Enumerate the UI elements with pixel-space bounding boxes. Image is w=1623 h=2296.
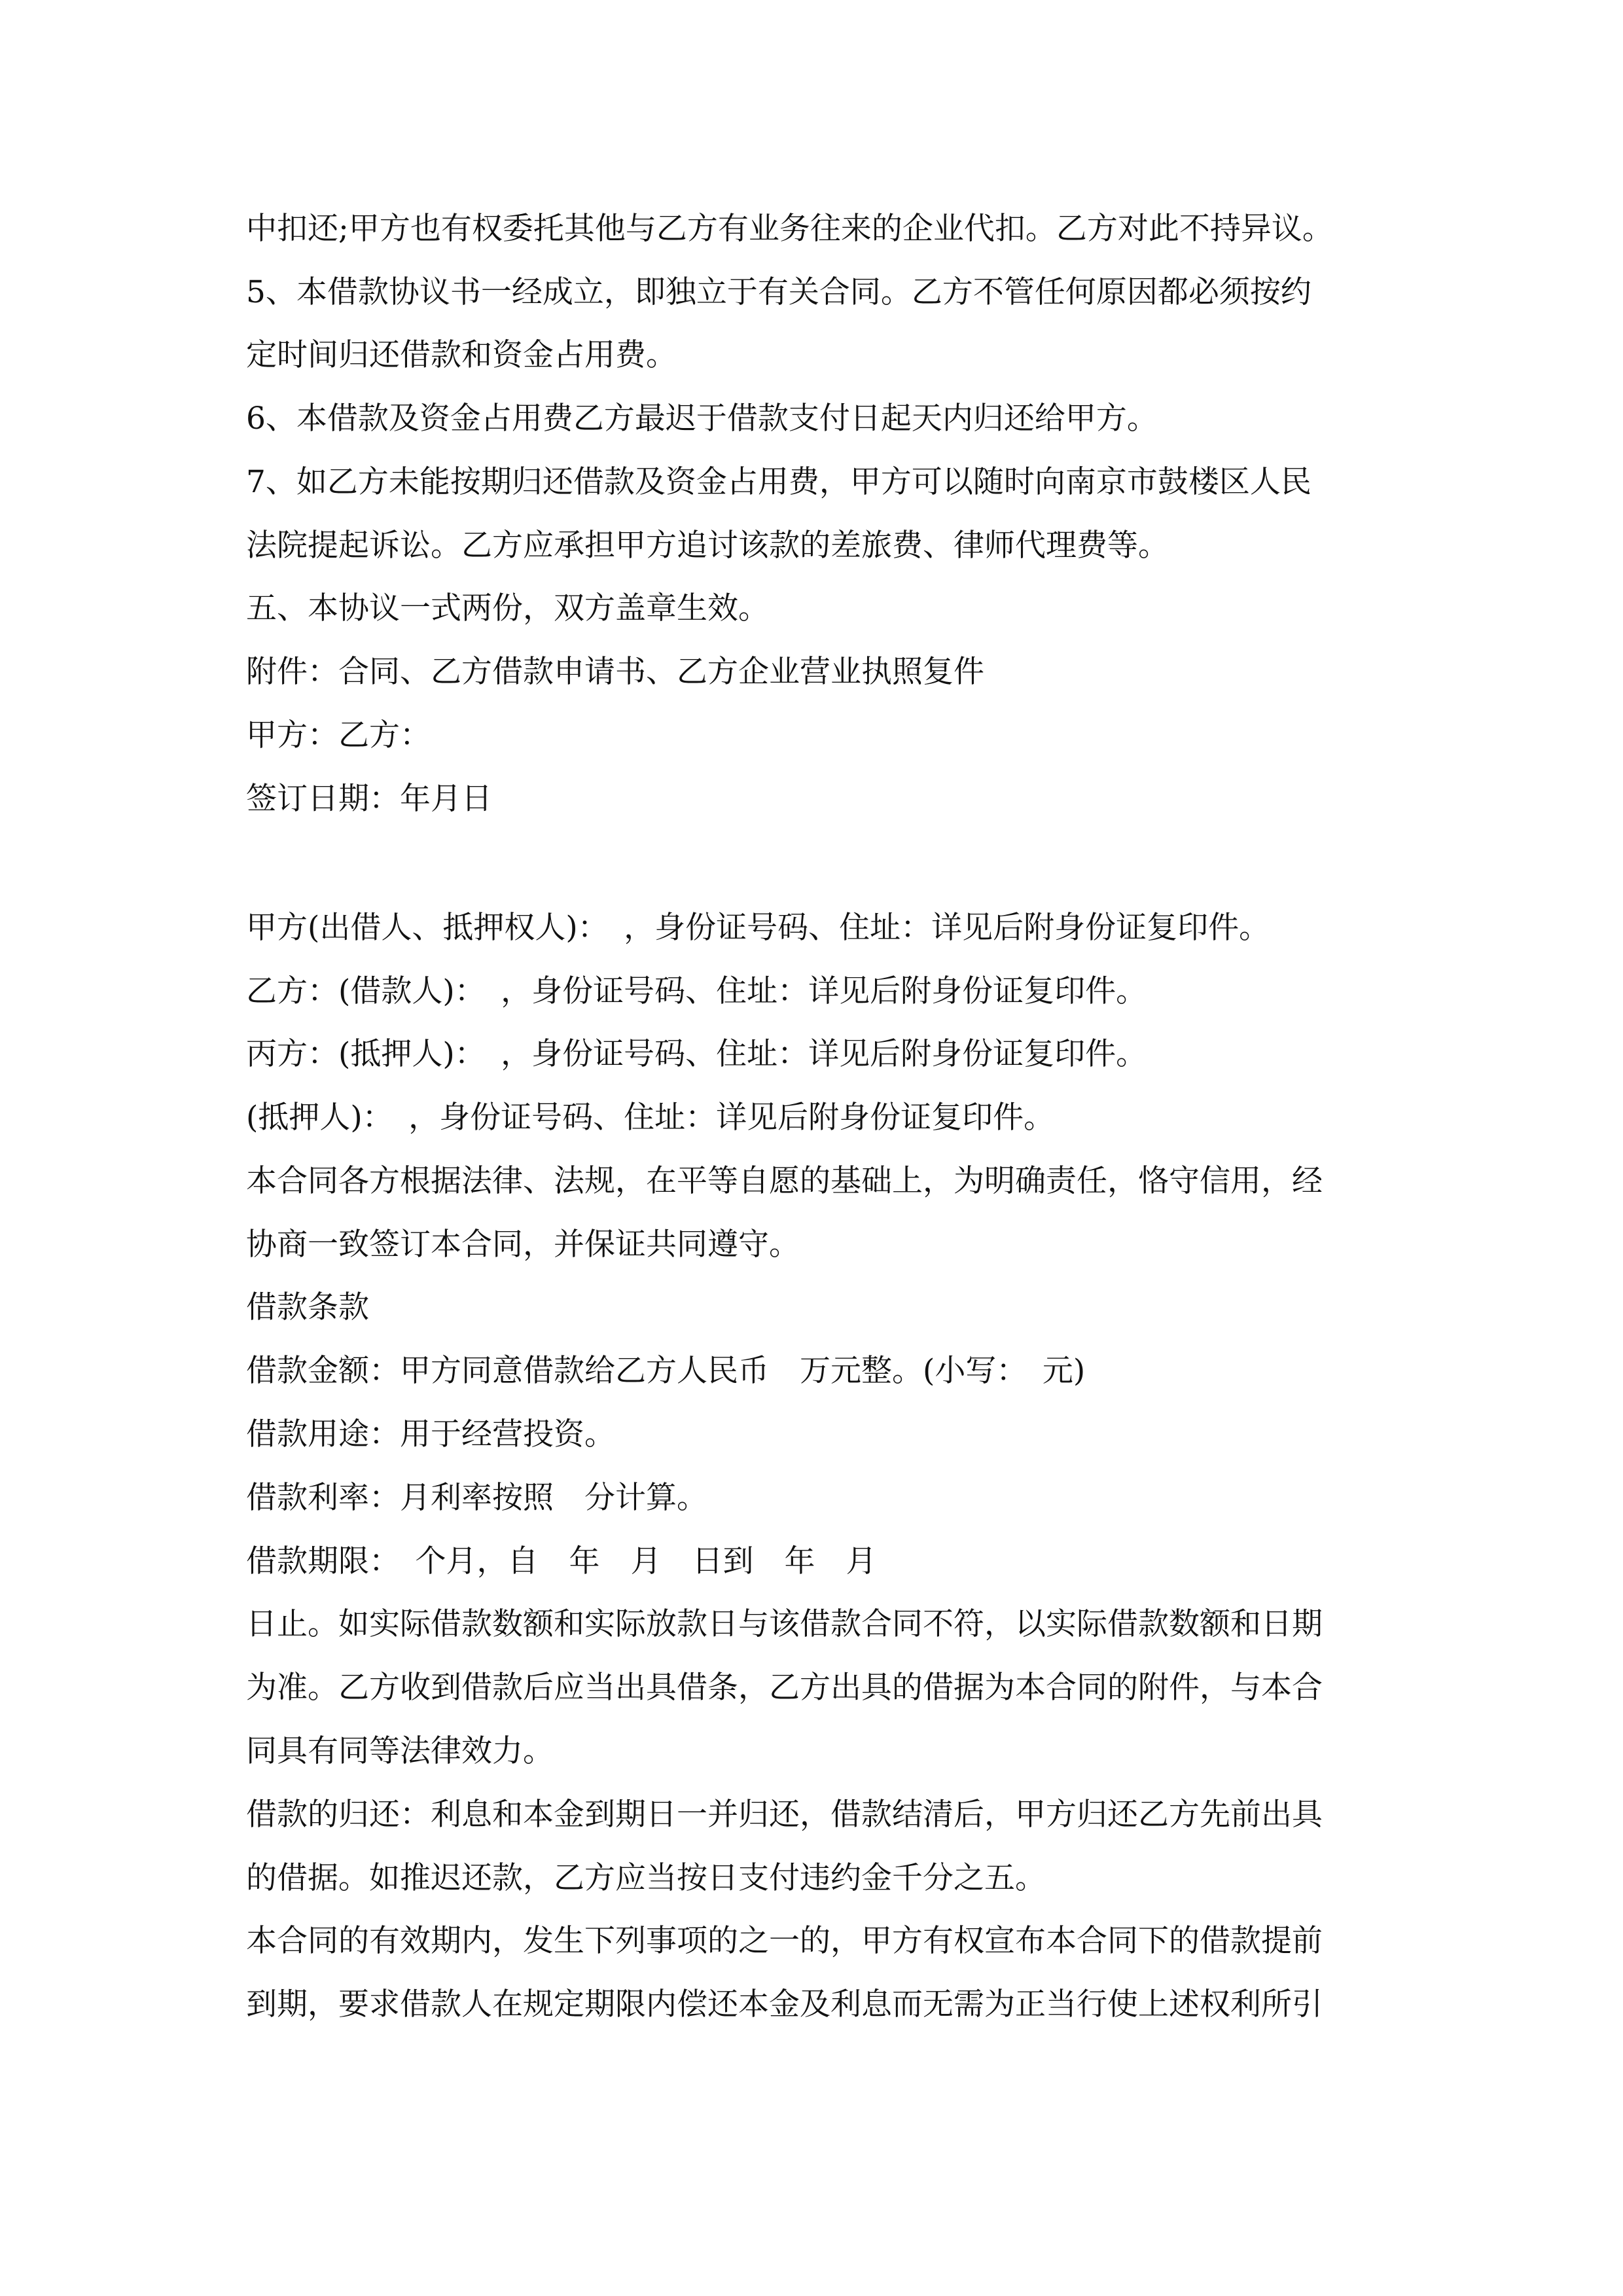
text-line: 7、如乙方未能按期归还借款及资金占用费，甲方可以随时向南京市鼓楼区人民: [246, 464, 1311, 500]
text-line: 甲方：乙方：: [246, 717, 431, 753]
text-line: 附件：合同、乙方借款申请书、乙方企业营业执照复件: [246, 654, 984, 690]
text-line: 丙方：(抵押人)： ，身份证号码、住址：详见后附身份证复印件。: [246, 1036, 1147, 1072]
text-line: 法院提起诉讼。乙方应承担甲方追讨该款的差旅费、律师代理费等。: [246, 528, 1169, 564]
text-line: 甲方(出借人、抵押权人)： ，身份证号码、住址：详见后附身份证复印件。: [246, 910, 1270, 946]
text-line: 乙方：(借款人)： ，身份证号码、住址：详见后附身份证复印件。: [246, 973, 1147, 1009]
text-line: 签订日期：年月日: [246, 781, 492, 817]
text-line: 借款利率：月利率按照 分计算。: [246, 1480, 707, 1516]
text-line: 日止。如实际借款数额和实际放款日与该借款合同不符，以实际借款数额和日期: [246, 1606, 1323, 1642]
text-line: (抵押人)： ，身份证号码、住址：详见后附身份证复印件。: [246, 1100, 1055, 1136]
text-line: 借款金额：甲方同意借款给乙方人民币 万元整。(小写： 元): [246, 1353, 1086, 1389]
text-line: 为准。乙方收到借款后应当出具借条，乙方出具的借据为本合同的附件，与本合: [246, 1670, 1323, 1706]
text-line: 同具有同等法律效力。: [246, 1733, 554, 1769]
text-line: 的借据。如推迟还款，乙方应当按日支付违约金千分之五。: [246, 1860, 1046, 1896]
text-line: 6、本借款及资金占用费乙方最迟于借款支付日起天内归还给甲方。: [246, 401, 1158, 437]
text-line: 借款条款: [246, 1289, 369, 1325]
text-line: 借款的归还：利息和本金到期日一并归还，借款结清后，甲方归还乙方先前出具: [246, 1797, 1323, 1833]
text-line: 5、本借款协议书一经成立，即独立于有关合同。乙方不管任何原因都必须按约: [246, 274, 1311, 310]
text-line: 到期，要求借款人在规定期限内偿还本金及利息而无需为正当行使上述权利所引: [246, 1986, 1323, 2022]
text-line: 协商一致签订本合同，并保证共同遵守。: [246, 1227, 800, 1263]
text-line: 五、本协议一式两份，双方盖章生效。: [246, 590, 769, 626]
text-line: 借款用途：用于经营投资。: [246, 1416, 615, 1452]
text-line: 定时间归还借款和资金占用费。: [246, 337, 677, 373]
text-line: 本合同各方根据法律、法规，在平等自愿的基础上，为明确责任，恪守信用，经: [246, 1163, 1323, 1199]
text-line: 中扣还;甲方也有权委托其他与乙方有业务往来的企业代扣。乙方对此不持异议。: [246, 211, 1333, 247]
text-line: 本合同的有效期内，发生下列事项的之一的，甲方有权宣布本合同下的借款提前: [246, 1923, 1323, 1959]
text-line: 借款期限： 个月，自 年 月 日到 年 月: [246, 1543, 877, 1579]
